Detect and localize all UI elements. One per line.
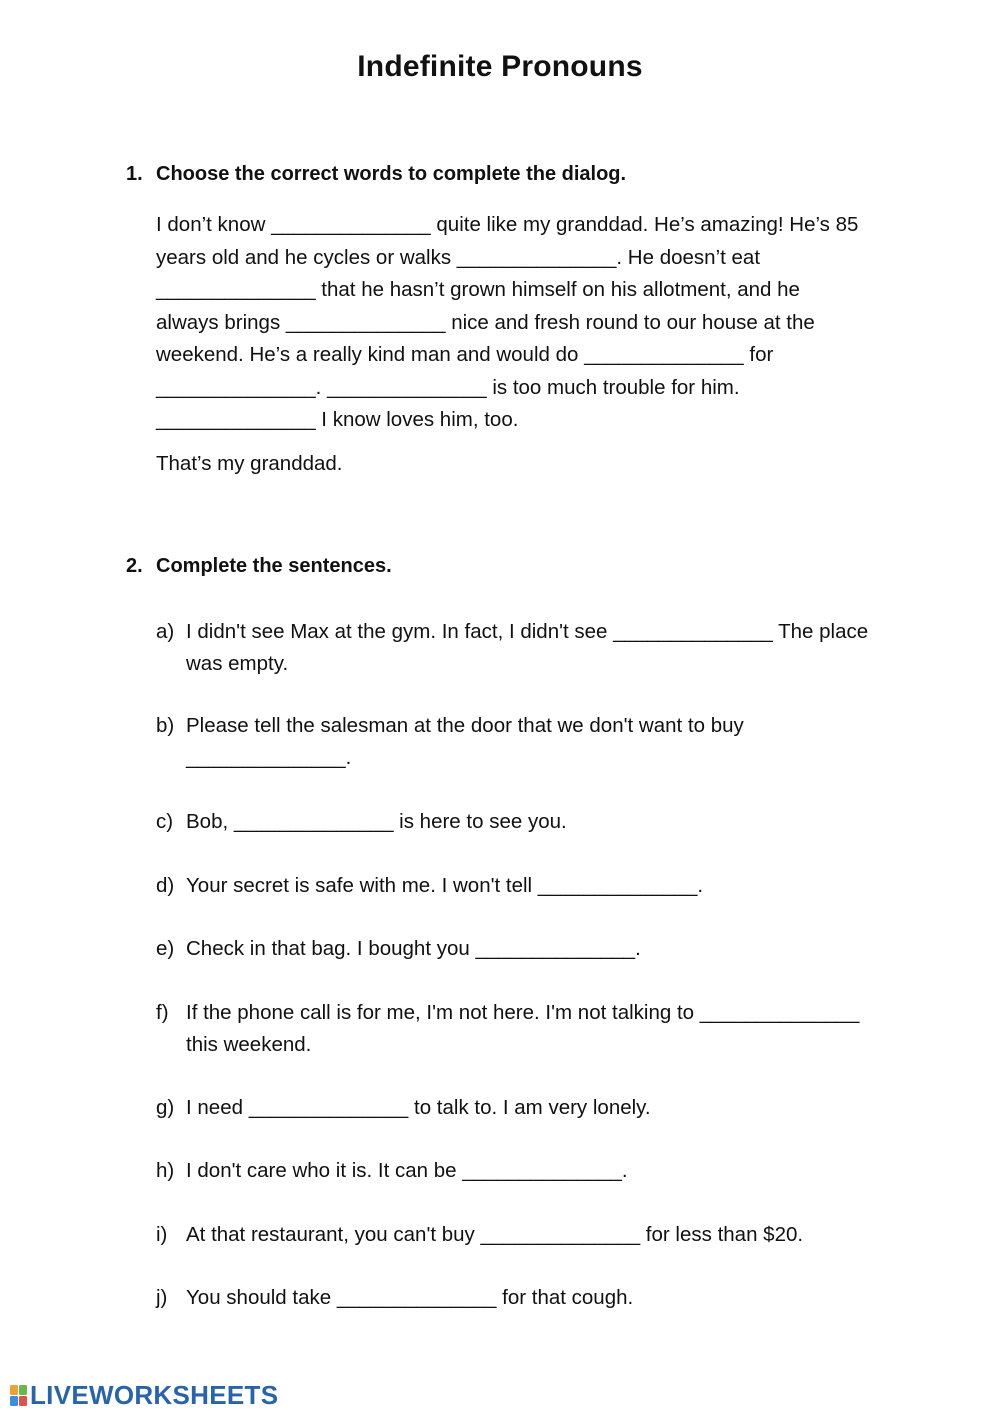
- logo-text: LIVEWORKSHEETS: [30, 1380, 279, 1410]
- item-line: Please tell the salesman at the door that we don't want to buy: [186, 714, 744, 737]
- item-letter: h): [156, 1159, 175, 1182]
- list-item: [156, 710, 896, 773]
- item-line: I don't care who it is. It can be ______________.: [186, 1159, 628, 1182]
- section-1-heading-text: Choose the correct words to complete the dialog.: [156, 163, 627, 185]
- item-letter: a): [156, 620, 175, 643]
- item-letter: j): [156, 1286, 168, 1309]
- section-2-heading-text: Complete the sentences.: [156, 555, 392, 577]
- section-2-number: 2.: [126, 555, 143, 577]
- dialog-line: ______________ I know loves him, too.: [156, 408, 519, 431]
- section-2-heading: [126, 555, 392, 578]
- item-line: You should take ______________ for that cough.: [186, 1286, 634, 1309]
- list-item: [156, 1282, 896, 1314]
- list-item: [156, 933, 896, 965]
- item-line: At that restaurant, you can't buy ______________ for less than $20.: [186, 1223, 804, 1246]
- liveworksheets-logo[interactable]: [10, 1380, 278, 1411]
- item-line: was empty.: [186, 651, 289, 675]
- list-item: [156, 616, 896, 679]
- dialog-line: weekend. He’s a really kind man and would do ______________ for: [156, 343, 774, 366]
- item-line: Your secret is safe with me. I won't tell ______________.: [186, 874, 704, 897]
- item-letter: i): [156, 1223, 168, 1246]
- list-item: [156, 870, 896, 902]
- item-letter: d): [156, 874, 175, 897]
- dialog-line: I don’t know ______________ quite like my granddad. He’s amazing! He’s 85: [156, 213, 859, 236]
- item-line: this weekend.: [186, 1032, 312, 1056]
- item-letter: e): [156, 937, 175, 960]
- list-item: [156, 1092, 896, 1124]
- dialog-line: years old and he cycles or walks ______________. He doesn’t eat: [156, 245, 761, 269]
- dialog-line: always brings ______________ nice and fresh round to our house at the: [156, 310, 815, 334]
- item-letter: g): [156, 1096, 175, 1119]
- item-line: I need ______________ to talk to. I am very lonely.: [186, 1096, 651, 1119]
- list-item: [156, 1219, 896, 1251]
- list-item: [156, 806, 896, 838]
- list-item: [156, 1155, 896, 1187]
- section-1-heading: [126, 163, 626, 186]
- item-letter: f): [156, 1001, 169, 1024]
- dialog-line: ______________ that he hasn’t grown himself on his allotment, and he: [156, 278, 800, 301]
- dialog-line: ______________. ______________ is too much trouble for him.: [156, 375, 740, 399]
- dialog-paragraph: [156, 209, 916, 437]
- item-line: If the phone call is for me, I'm not here. I'm not talking to ______________: [186, 1001, 860, 1024]
- list-item: [156, 997, 896, 1060]
- item-line: I didn't see Max at the gym. In fact, I didn't see ______________ The place: [186, 620, 869, 643]
- dialog-closing: That’s my granddad.: [156, 452, 343, 475]
- item-line: ______________.: [186, 745, 352, 769]
- item-line: Bob, ______________ is here to see you.: [186, 810, 567, 833]
- page-title: Indefinite Pronouns: [357, 50, 643, 83]
- section-1-number: 1.: [126, 163, 143, 185]
- item-letter: b): [156, 714, 175, 737]
- liveworksheets-logo-icon: [10, 1385, 28, 1407]
- item-line: Check in that bag. I bought you ______________.: [186, 937, 641, 960]
- item-letter: c): [156, 810, 174, 833]
